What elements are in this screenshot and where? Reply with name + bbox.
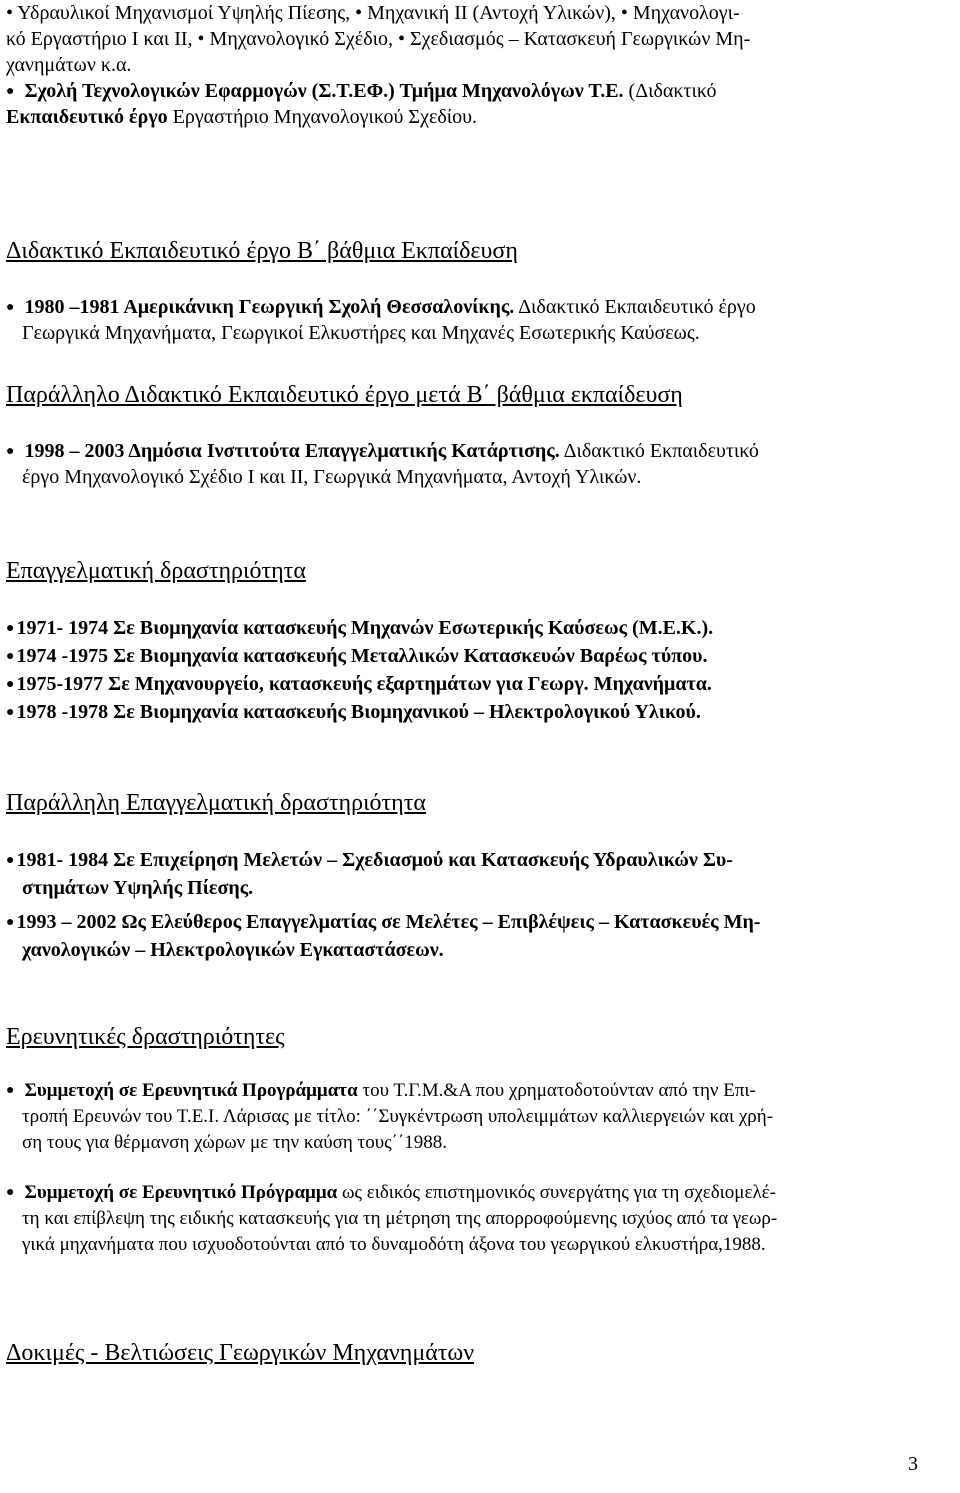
- intro-line-4-rest: (Διδακτικό: [623, 80, 717, 102]
- bullet-icon: ●: [6, 1083, 15, 1098]
- list-item-text: 1993 – 2002 Ως Ελεύθερος Επαγγελματίας σε Μελέτες – Επιβλέψεις – Κατασκευές Μη-: [16, 911, 761, 933]
- research-p2-rest: ως ειδικός επιστημονικός συνεργάτης για τη σχεδιομελέ-: [337, 1182, 776, 1203]
- parallel-teaching-title: 1998 – 2003 Δημόσια Ινστιτούτα Επαγγελματικής Κατάρτισης.: [24, 440, 560, 462]
- list-item-continuation: χανολογικών – Ηλεκτρολογικών Εγκαταστάσεων.: [22, 939, 444, 961]
- list-item-text: 1975-1977 Σε Μηχανουργείο, κατασκευής εξαρτημάτων για Γεωργ. Μηχανήματα.: [16, 673, 712, 695]
- secondary-teaching-line-2: Γεωργικά Μηχανήματα, Γεωργικοί Ελκυστήρες και Μηχανές Εσωτερικής Καύσεως.: [22, 322, 700, 344]
- intro-line-5-rest: Εργαστήριο Μηχανολογικού Σχεδίου.: [167, 106, 478, 128]
- intro-line-2: κό Εργαστήριο Ι και ΙΙ, • Μηχανολογικό Σχέδιο, • Σχεδιασμός – Κατασκευή Γεωργικών Μη-: [6, 28, 751, 50]
- secondary-teaching-rest: Διδακτικό Εκπαιδευτικό έργο: [514, 296, 756, 318]
- bullet-icon: ●: [6, 677, 15, 692]
- professional-activity-list: [6, 614, 926, 726]
- parallel-teaching-item: [6, 438, 926, 490]
- list-item-text: 1971- 1974 Σε Βιομηχανία κατασκευής Μηχανών Εσωτερικής Καύσεως (Μ.Ε.Κ.).: [16, 617, 714, 639]
- intro-school: Σχολή Τεχνολογικών Εφαρμογών (Σ.Τ.ΕΦ.) Τμήμα Μηχανολόγων Τ.Ε.: [24, 80, 624, 102]
- research-p2-line-3: γικά μηχανήματα που ισχυοδοτούνται από το δυναμοδότη άξονα του γεωργικού ελκυστήρα,1988.: [22, 1234, 766, 1255]
- intro-line-3: χανημάτων κ.α.: [6, 54, 132, 76]
- bullet-icon: ●: [6, 1185, 15, 1200]
- parallel-teaching-line-2: έργο Μηχανολογικό Σχέδιο Ι και ΙΙ, Γεωργικά Μηχανήματα, Αντοχή Υλικών.: [22, 466, 642, 488]
- research-p1-line-2: τροπή Ερευνών του Τ.Ε.Ι. Λάρισας με τίτλο: ΄΄Συγκέντρωση υπολειμμάτων καλλιεργειών και χρή-: [22, 1106, 774, 1127]
- bullet-icon: ●: [6, 84, 15, 99]
- bullet-icon: ●: [6, 621, 15, 636]
- bullet-icon: ●: [6, 853, 15, 868]
- research-p1-title: Συμμετοχή σε Ερευνητικά Προγράμματα: [24, 1080, 358, 1101]
- section-heading-tests: Δοκιμές - Βελτιώσεις Γεωργικών Μηχανημάτων: [6, 1340, 475, 1366]
- list-item: [6, 614, 926, 642]
- section-heading-research: Ερευνητικές δραστηριότητες: [6, 1024, 285, 1050]
- bullet-icon: ●: [6, 649, 15, 664]
- bullet-icon: ●: [6, 705, 15, 720]
- secondary-teaching-line-1: [6, 294, 926, 320]
- research-paragraph-1: [6, 1078, 926, 1156]
- secondary-teaching-item: [6, 294, 926, 346]
- intro-block: [6, 0, 926, 130]
- research-p2-line-2: τη και επίβλεψη της ειδικής κατασκευής για τη μέτρηση της απορροφούμενης ισχύος από τα γεωρ-: [22, 1208, 778, 1229]
- section-heading-parallel-teaching: Παράλληλο Διδακτικό Εκπαιδευτικό έργο μετά Β΄ βάθμια εκπαίδευση: [6, 382, 683, 408]
- list-item-continuation: στημάτων Υψηλής Πίεσης.: [22, 877, 254, 899]
- research-paragraph-2: [6, 1180, 926, 1258]
- secondary-teaching-title: 1980 –1981 Αμερικάνικη Γεωργική Σχολή Θεσσαλονίκης.: [24, 296, 515, 318]
- list-item: [6, 908, 926, 936]
- intro-line-1: • Υδραυλικοί Μηχανισμοί Υψηλής Πίεσης, • Μηχανική ΙΙ (Αντοχή Υλικών), • Μηχανολογι-: [6, 2, 740, 24]
- research-p2-title: Συμμετοχή σε Ερευνητικό Πρόγραμμα: [24, 1182, 338, 1203]
- list-item: [6, 670, 926, 698]
- section-heading-secondary-teaching: Διδακτικό Εκπαιδευτικό έργο Β΄ βάθμια Εκπαίδευση: [6, 238, 518, 264]
- list-item: [6, 642, 926, 670]
- research-p1-line-1: [6, 1078, 926, 1104]
- list-item-text: 1974 -1975 Σε Βιομηχανία κατασκευής Μεταλλικών Κατασκευών Βαρέως τύπου.: [16, 645, 708, 667]
- bullet-icon: ●: [6, 444, 15, 459]
- page-number: 3: [908, 1453, 918, 1475]
- parallel-teaching-line-1: [6, 438, 926, 464]
- section-heading-professional-activity: Επαγγελματική δραστηριότητα: [6, 558, 306, 584]
- research-p1-line-3: ση τους για θέρμανση χώρων με την καύση τους΄΄1988.: [22, 1132, 448, 1153]
- list-item: [6, 846, 926, 874]
- parallel-professional-list: [6, 846, 926, 964]
- list-item-text: 1978 -1978 Σε Βιομηχανία κατασκευής Βιομηχανικού – Ηλεκτρολογικού Υλικού.: [16, 701, 701, 723]
- list-item: [6, 698, 926, 726]
- research-p2-line-1: [6, 1180, 926, 1206]
- research-p1-rest: του Τ.Γ.Μ.&Α που χρηματοδοτούνταν από την Επι-: [357, 1080, 756, 1101]
- intro-line-5: [6, 104, 926, 130]
- intro-line-4: [6, 78, 926, 104]
- section-heading-parallel-professional: Παράλληλη Επαγγελματική δραστηριότητα: [6, 790, 426, 816]
- bullet-icon: ●: [6, 300, 15, 315]
- list-item-text: 1981- 1984 Σε Επιχείρηση Μελετών – Σχεδιασμού και Κατασκευής Υδραυλικών Συ-: [16, 849, 733, 871]
- bullet-icon: ●: [6, 915, 15, 930]
- intro-teaching-label: Εκπαιδευτικό έργο: [6, 106, 168, 128]
- parallel-teaching-rest: Διδακτικό Εκπαιδευτικό: [559, 440, 759, 462]
